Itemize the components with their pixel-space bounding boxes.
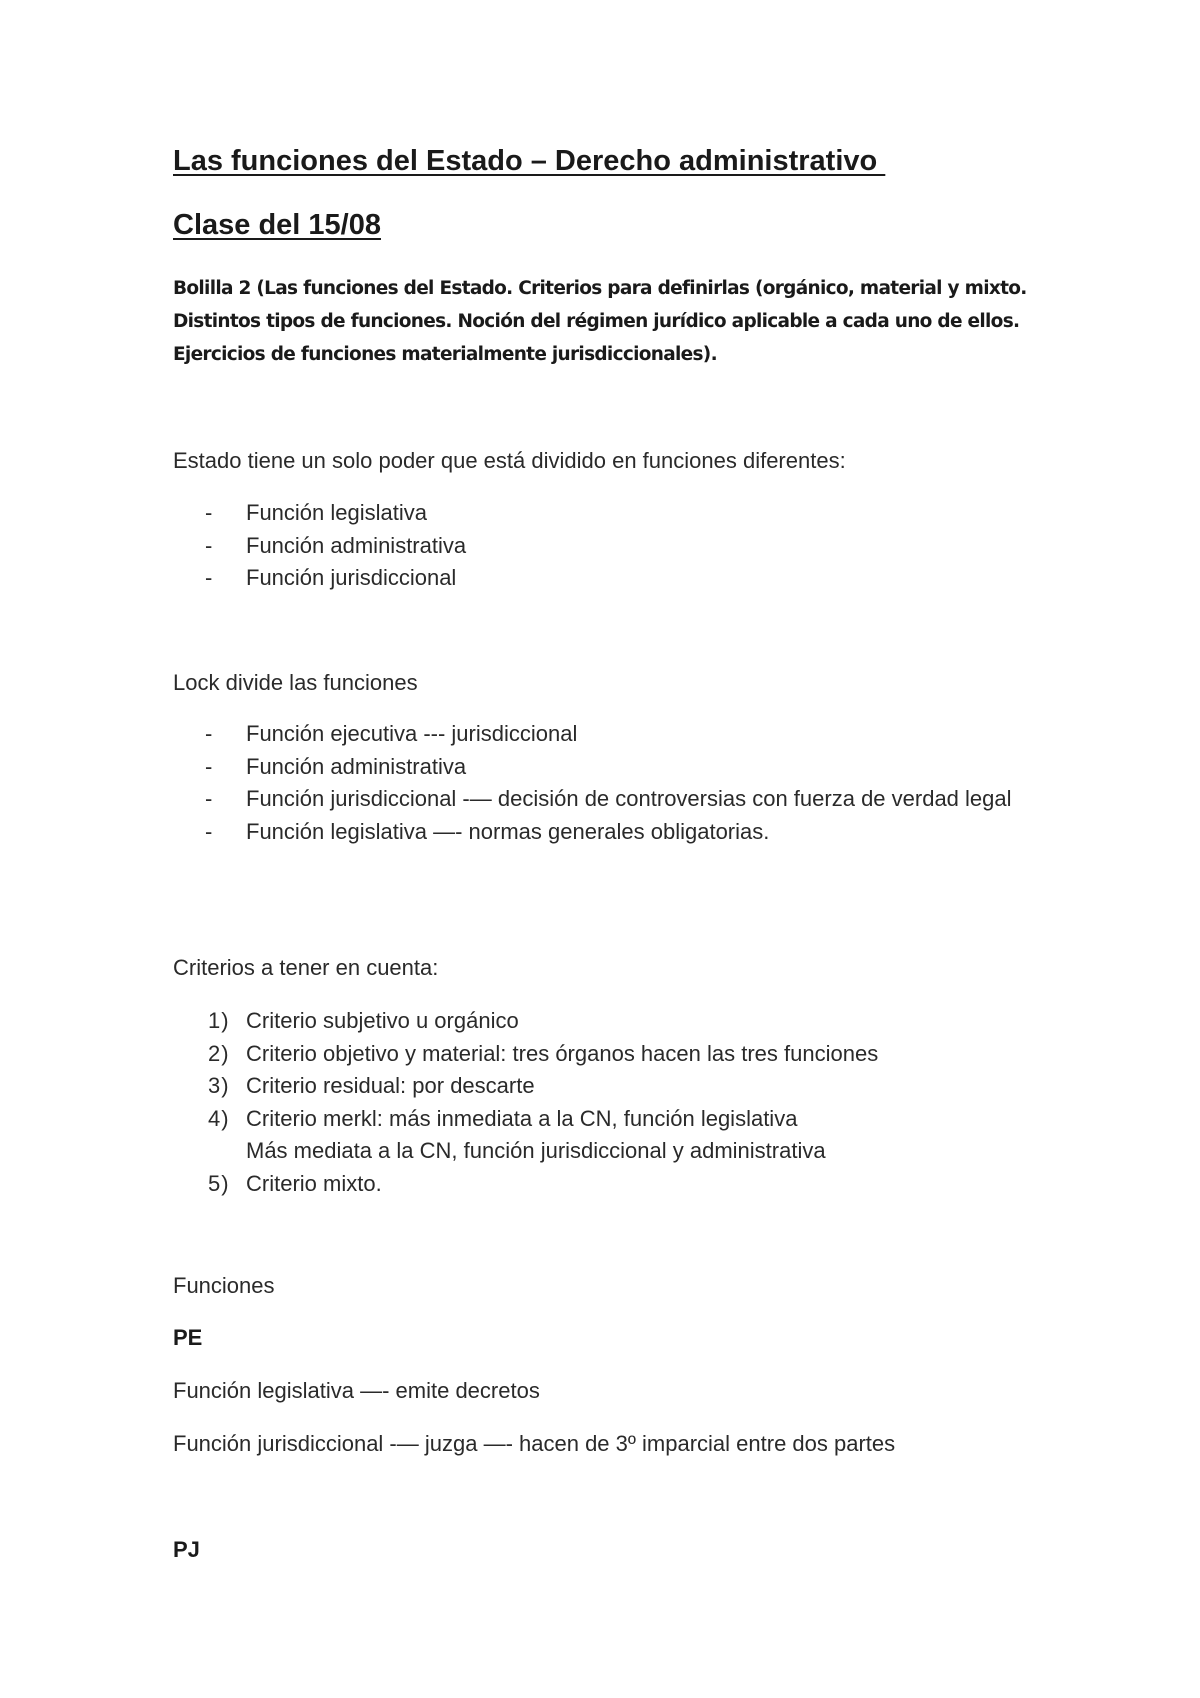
list-item (173, 497, 1106, 530)
dash-marker: - (205, 753, 213, 779)
number-marker: 4) (208, 1105, 230, 1131)
section3-intro: Criterios a tener en cuenta: (173, 955, 439, 980)
list-item (173, 530, 1106, 563)
pe-line-jurisdiccional: Función jurisdiccional -— juzga —- hacen de 3º imparcial entre dos partes (173, 1431, 896, 1456)
list-item-text: Función administrativa (246, 753, 467, 779)
list-item-text: Más mediata a la CN, función jurisdiccional y administrativa (246, 1138, 826, 1163)
section1-intro: Estado tiene un solo poder que está dividido en funciones diferentes: (173, 448, 846, 473)
section2-list (173, 718, 1106, 848)
dash-marker: - (205, 565, 213, 590)
bolilla-summary: Bolilla 2 (Las funciones del Estado. Criterios para definirlas (orgánico, material y mixto. Distintos tipos de funciones. Noción del régimen jurídico aplicable a cada uno de ellos. Ejercicios de funciones materialmente jurisdiccionales). (173, 278, 1027, 365)
list-item-text: Función jurisdiccional -— decisión de controversias con fuerza de verdad legal (246, 786, 1012, 811)
list-item-text: Criterio mixto. (246, 1170, 382, 1196)
number-marker: 2) (208, 1040, 230, 1066)
list-item (173, 562, 1106, 595)
list-item-text: Función administrativa (246, 532, 467, 558)
list-item (173, 751, 1106, 784)
list-item-text: Función legislativa —- normas generales obligatorias. (246, 818, 770, 844)
number-marker: 5) (208, 1170, 230, 1196)
class-date-heading: Clase del 15/08 (173, 209, 381, 241)
list-item (173, 1070, 1106, 1103)
list-item (173, 718, 1106, 751)
list-item (173, 816, 1106, 849)
list-item-text: Criterio subjetivo u orgánico (246, 1008, 519, 1033)
dash-marker: - (205, 818, 213, 844)
pj-heading: PJ (173, 1537, 200, 1562)
section4-intro: Funciones (173, 1273, 275, 1298)
section3-list (173, 1005, 1106, 1200)
section2-intro: Lock divide las funciones (173, 670, 418, 695)
list-item (173, 783, 1106, 816)
list-item (173, 1005, 1106, 1038)
list-item (173, 1168, 1106, 1201)
document-title: Las funciones del Estado – Derecho administrativo (173, 145, 886, 177)
dash-marker: - (205, 500, 213, 525)
number-marker: 3) (208, 1073, 230, 1098)
list-item-text: Función ejecutiva --- jurisdiccional (246, 721, 578, 746)
dash-marker: - (205, 786, 213, 811)
list-item (173, 1103, 1106, 1136)
list-item-text: Criterio residual: por descarte (246, 1073, 535, 1098)
list-item-text: Criterio merkl: más inmediata a la CN, función legislativa (246, 1105, 798, 1131)
list-item (173, 1038, 1106, 1071)
list-item-text: Función legislativa (246, 500, 427, 525)
section1-list (173, 497, 1106, 595)
list-item-continuation (173, 1135, 1106, 1168)
list-item-text: Función jurisdiccional (246, 565, 457, 590)
list-item-text: Criterio objetivo y material: tres órganos hacen las tres funciones (246, 1040, 879, 1066)
number-marker: 1) (208, 1008, 230, 1033)
dash-marker: - (205, 721, 213, 746)
dash-marker: - (205, 532, 213, 558)
pe-heading: PE (173, 1325, 203, 1350)
pe-line-legislativa: Función legislativa —- emite decretos (173, 1378, 540, 1403)
